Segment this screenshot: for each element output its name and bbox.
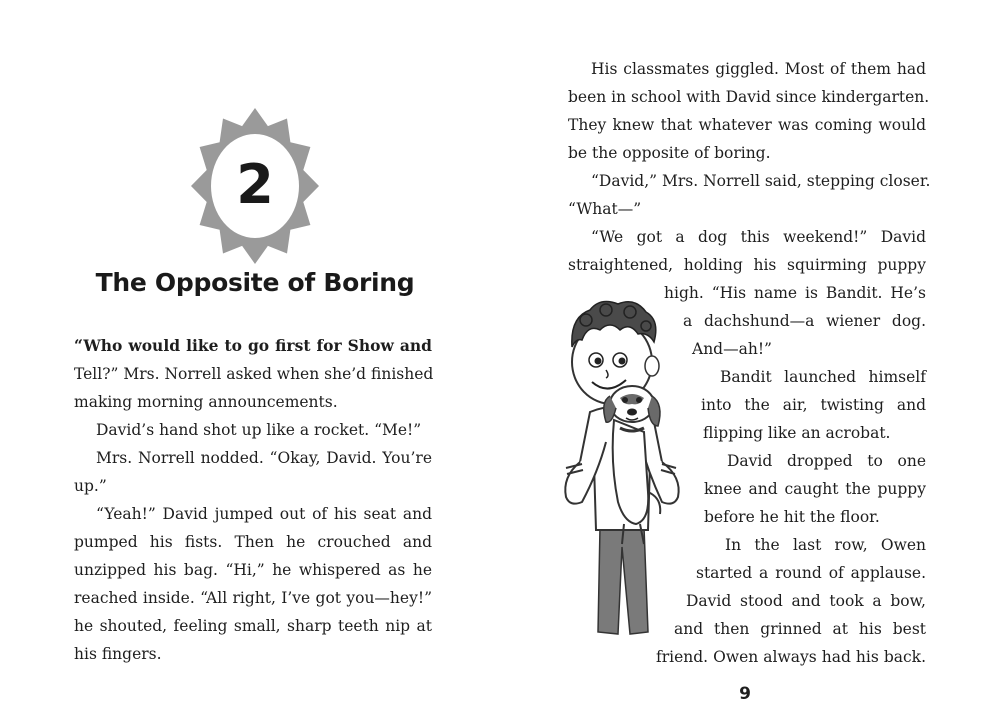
chapter-title: The Opposite of Boring	[95, 268, 415, 297]
page-number: 9	[739, 684, 751, 704]
text-line: David’s hand shot up like a rocket. “Me!”	[96, 421, 422, 439]
text-line: “David,” Mrs. Norrell said, stepping closer.	[591, 172, 931, 190]
text-line: Tell?” Mrs. Norrell asked when she’d finished	[74, 365, 434, 383]
text-line: before he hit the floor.	[704, 508, 880, 526]
text-line: a dachshund—a wiener dog.	[683, 312, 926, 330]
text-line: be the opposite of boring.	[568, 144, 771, 162]
text-line: Mrs. Norrell nodded. “Okay, David. You’re	[96, 449, 432, 467]
chapter-number: 2	[236, 153, 274, 216]
text-line: David dropped to one	[727, 452, 926, 470]
text-line: and then grinned at his best	[674, 620, 926, 638]
boy-with-dog-icon	[540, 292, 700, 662]
text-line: up.”	[74, 477, 107, 495]
text-line: he shouted, feeling small, sharp teeth nip at	[74, 617, 432, 635]
text-line: flipping like an acrobat.	[703, 424, 891, 442]
text-line: knee and caught the puppy	[704, 480, 926, 498]
text-line: pumped his fists. Then he crouched and	[74, 533, 432, 551]
text-line: making morning announcements.	[74, 393, 338, 411]
text-line: His classmates giggled. Most of them had	[591, 60, 926, 78]
text-line: his fingers.	[74, 645, 162, 663]
text-line: straightened, holding his squirming puppy	[568, 256, 926, 274]
text-line: Bandit launched himself	[720, 368, 926, 386]
boy-holding-puppy-illustration	[540, 292, 700, 662]
text-line: David stood and took a bow,	[686, 592, 926, 610]
text-line: “Who would like to go first for Show and	[74, 336, 432, 355]
text-line: And—ah!”	[692, 340, 772, 358]
text-line: In the last row, Owen	[725, 536, 926, 554]
text-line: “What—”	[568, 200, 642, 218]
text-line: unzipped his bag. “Hi,” he whispered as he	[74, 561, 432, 579]
text-line: They knew that whatever was coming would	[568, 116, 926, 134]
text-line: started a round of applause.	[696, 564, 926, 582]
text-line: been in school with David since kindergarten.	[568, 88, 930, 106]
text-line: “We got a dog this weekend!” David	[591, 228, 926, 246]
text-line: “Yeah!” David jumped out of his seat and	[96, 505, 432, 523]
text-line: reached inside. “All right, I’ve got you—hey!”	[74, 589, 432, 607]
text-line: high. “His name is Bandit. He’s	[664, 284, 926, 302]
text-line: into the air, twisting and	[701, 396, 926, 414]
text-line: friend. Owen always had his back.	[656, 648, 926, 666]
